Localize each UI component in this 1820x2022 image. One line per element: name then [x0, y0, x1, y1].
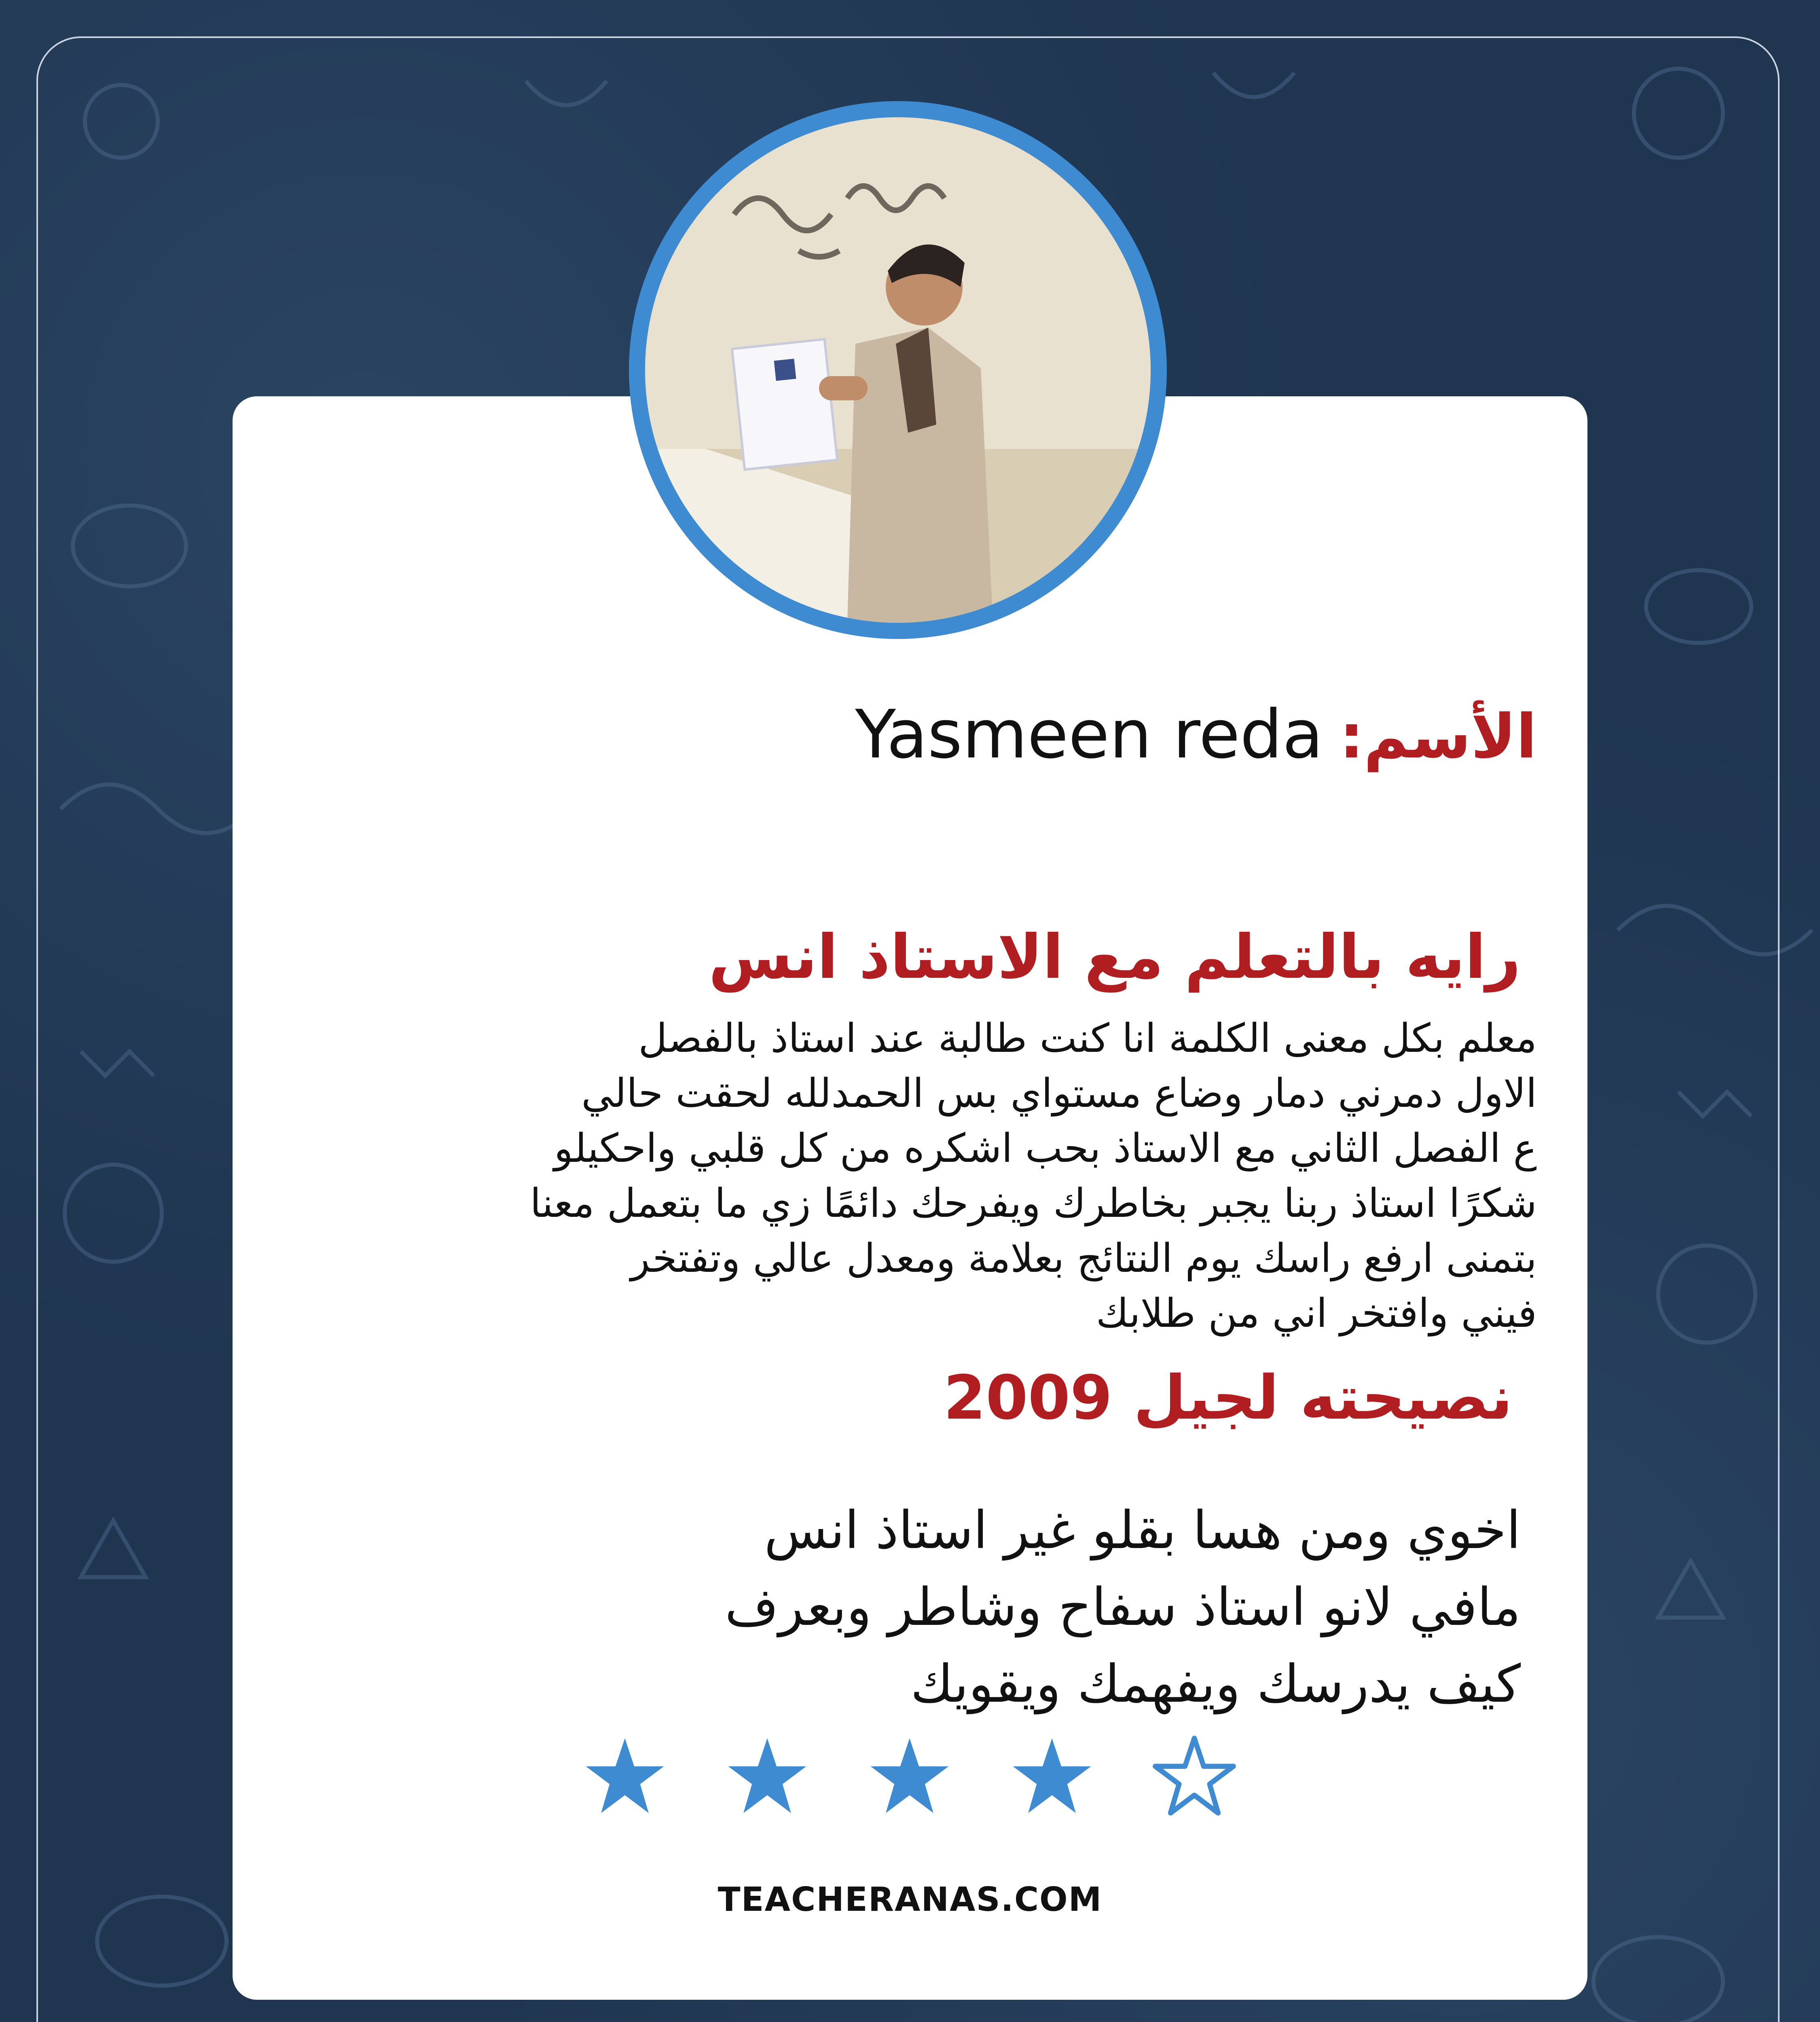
avatar-photo [645, 117, 1151, 623]
opinion-heading: رايه بالتعلم مع الاستاذ انس [709, 922, 1521, 992]
star-outline-icon [1152, 1735, 1237, 1820]
advice-heading: نصيحته لجيل 2009 [943, 1363, 1513, 1433]
star-filled-icon [725, 1735, 810, 1820]
opinion-line: معلم بكل معنى الكلمة انا كنت طالبة عند استاذ بالفصل [638, 1015, 1537, 1062]
opinion-line: الاول دمرني دمار وضاع مستواي بس الحمدلله لحقت حالي [581, 1070, 1537, 1117]
website-url: TEACHERANAS.COM [717, 1880, 1103, 1919]
star-filled-icon [867, 1735, 952, 1820]
advice-line: اخوي ومن هسا بقلو غير استاذ انس [764, 1500, 1521, 1561]
advice-text [348, 1492, 1521, 1723]
name-value: Yasmeen reda [855, 696, 1323, 773]
name-label: الأسم: [1339, 702, 1537, 772]
opinion-line: فيني وافتخر اني من طلابك [1096, 1290, 1537, 1337]
star-filled-icon [1009, 1735, 1094, 1820]
opinion-line: شكرًا استاذ ربنا يجبر بخاطرك ويفرحك دائمًا زي ما بتعمل معنا [530, 1180, 1537, 1227]
advice-line: مافي لانو استاذ سفاح وشاطر وبعرف [725, 1577, 1521, 1637]
opinion-line: ع الفصل الثاني مع الاستاذ بحب اشكره من كل قلبي واحكيلو [554, 1125, 1537, 1172]
advice-line: كيف يدرسك ويفهمك ويقويك [910, 1654, 1521, 1714]
avatar [629, 101, 1167, 639]
star-filled-icon [582, 1735, 667, 1820]
opinion-text [364, 1011, 1537, 1341]
name-row [855, 696, 1537, 773]
star-rating [582, 1735, 1238, 1824]
opinion-line: بتمنى ارفع راسك يوم النتائج بعلامة ومعدل عالي وتفتخر [631, 1235, 1537, 1282]
